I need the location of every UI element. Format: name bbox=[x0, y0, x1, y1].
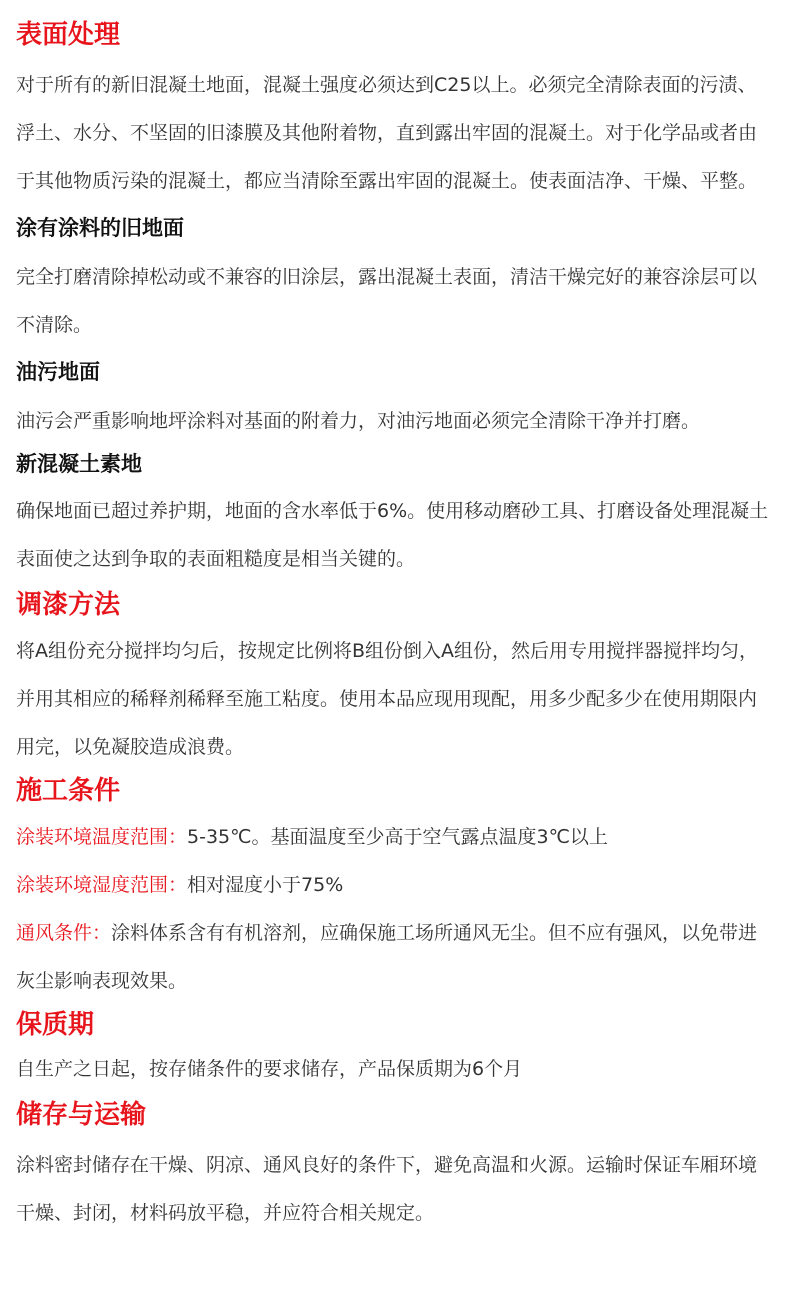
subsection-body-oily-floor: 油污会严重影响地坪涂料对基面的附着力，对油污地面必须完全清除干净并打磨。 bbox=[16, 410, 701, 432]
subsection-body-new-concrete: 确保地面已超过养护期，地面的含水率低于6%。使用移动磨砂工具、打磨设备处理混凝土表面使之达到争取的表面粗糙度是相当关键的。 bbox=[16, 500, 769, 570]
condition-value-ventilation: 涂料体系含有有机溶剂，应确保施工场所通风无尘。但不应有强风，以免带进灰尘影响表现效果。 bbox=[16, 922, 758, 992]
conditions-list bbox=[16, 813, 774, 1005]
section-title-surface-treatment: 表面处理 bbox=[16, 20, 121, 50]
section-title-mixing-method: 调漆方法 bbox=[16, 590, 121, 620]
section-title-storage-transport: 储存与运输 bbox=[16, 1100, 147, 1130]
condition-label-temperature: 涂装环境温度范围： bbox=[16, 826, 188, 848]
condition-value-humidity: 相对湿度小于75% bbox=[187, 874, 344, 896]
section-title-shelf-life: 保质期 bbox=[16, 1010, 95, 1040]
subsection-title-oily-floor: 油污地面 bbox=[16, 360, 100, 384]
section-body-shelf-life: 自生产之日起，按存储条件的要求储存，产品保质期为6个月 bbox=[16, 1058, 523, 1080]
condition-item-temperature bbox=[16, 813, 774, 861]
subsection-body-coated-floor: 完全打磨清除掉松动或不兼容的旧涂层，露出混凝土表面，清洁干燥完好的兼容涂层可以不清除。 bbox=[16, 266, 758, 336]
condition-value-temperature: 5-35℃。基面温度至少高于空气露点温度3℃以上 bbox=[187, 826, 608, 848]
condition-label-ventilation: 通风条件： bbox=[16, 922, 112, 944]
section-title-application-conditions: 施工条件 bbox=[16, 776, 121, 806]
condition-label-humidity: 涂装环境湿度范围： bbox=[16, 874, 188, 896]
subsection-title-coated-floor: 涂有涂料的旧地面 bbox=[16, 216, 184, 240]
subsection-title-new-concrete: 新混凝土素地 bbox=[16, 452, 142, 476]
section-body-storage-transport: 涂料密封储存在干燥、阴凉、通风良好的条件下，避免高温和火源。运输时保证车厢环境干燥、封闭，材料码放平稳，并应符合相关规定。 bbox=[16, 1154, 758, 1224]
condition-item-ventilation bbox=[16, 909, 774, 1005]
section-body-surface-treatment: 对于所有的新旧混凝土地面，混凝土强度必须达到C25以上。必须完全清除表面的污渍、浮土、水分、不坚固的旧漆膜及其他附着物，直到露出牢固的混凝土。对于化学品或者由于其他物质污染的混凝土，都应当清除至露出牢固的混凝土。使表面洁净、干燥、平整。 bbox=[16, 74, 758, 192]
section-body-mixing-method: 将A组份充分搅拌均匀后，按规定比例将B组份倒入A组份，然后用专用搅拌器搅拌均匀，并用其相应的稀释剂稀释至施工粘度。使用本品应现用现配，用多少配多少在使用期限内用完，以免凝胶造成浪费。 bbox=[16, 640, 759, 758]
condition-item-humidity bbox=[16, 861, 774, 909]
